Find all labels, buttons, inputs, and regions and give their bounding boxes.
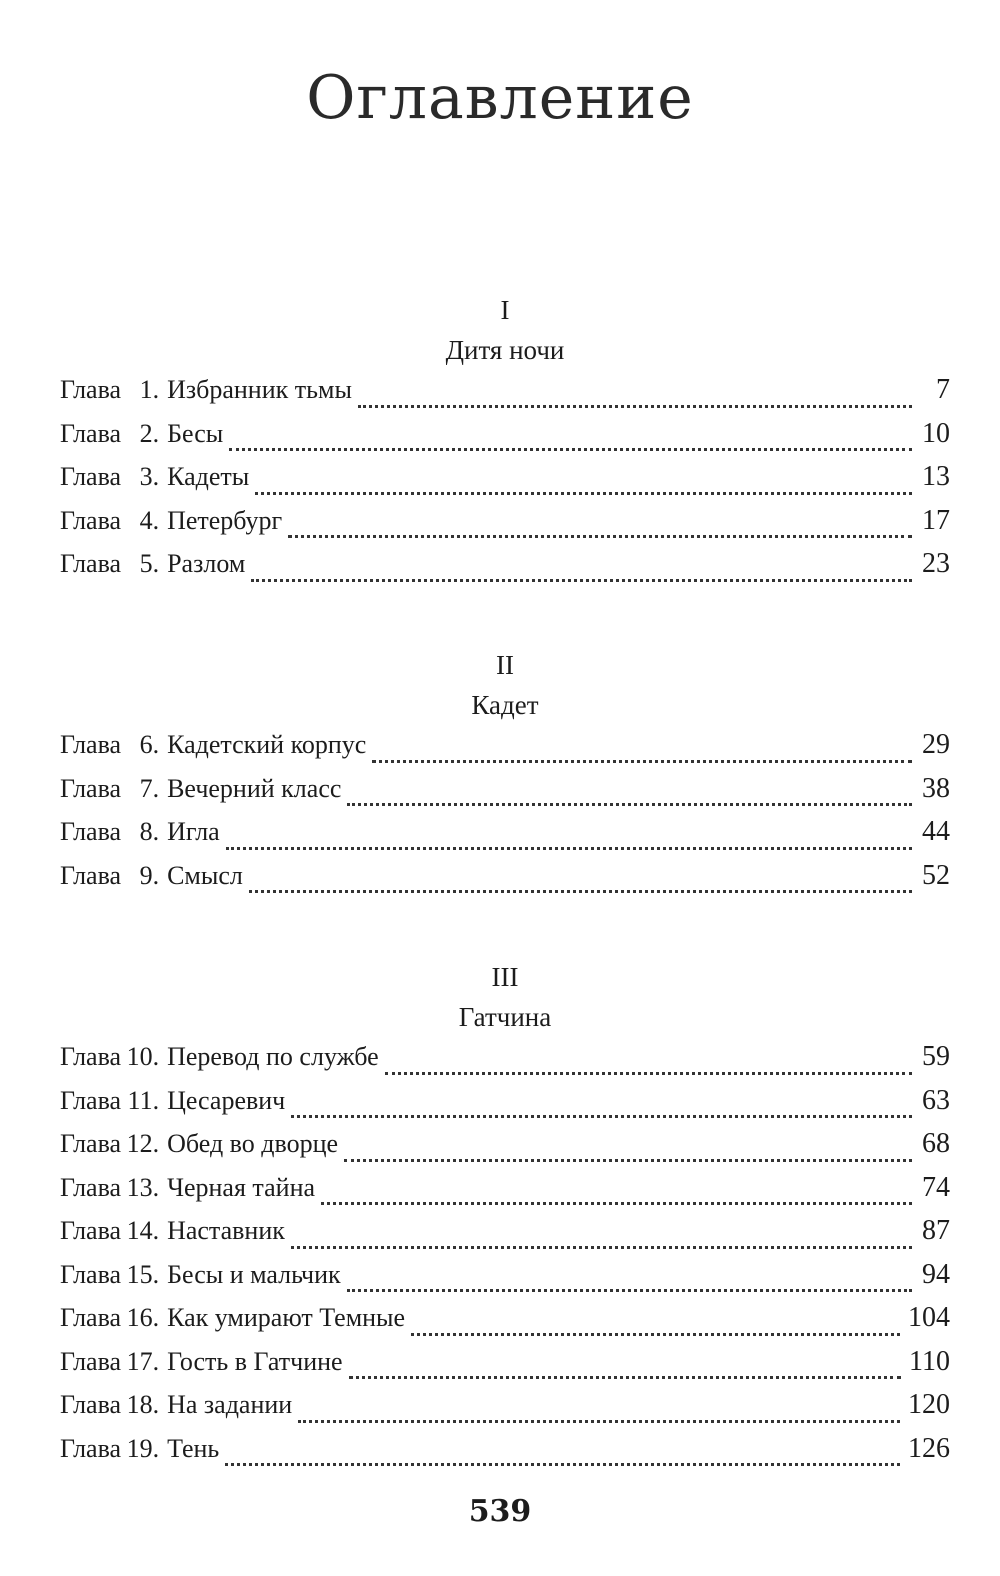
chapter-page: 63: [922, 1084, 950, 1116]
part-2: [60, 645, 950, 903]
part-3: [60, 957, 950, 1476]
chapter-page: 120: [908, 1389, 950, 1420]
chapter-word: Глава: [60, 1085, 122, 1115]
chapter-number: 9.: [139, 860, 160, 890]
part-numeral: II: [496, 650, 514, 680]
chapter-title: Черная тайна: [167, 1172, 316, 1202]
chapter-word: Глава: [60, 1042, 122, 1071]
toc-entry: [60, 1215, 950, 1259]
chapter-title: Цесаревич: [167, 1085, 286, 1115]
part-name: Кадет: [471, 690, 539, 720]
chapter-title: Кадетский корпус: [167, 730, 367, 759]
chapter-page: 44: [922, 816, 950, 847]
chapter-word: Глава: [60, 773, 122, 803]
chapter-word: Глава: [60, 505, 122, 535]
chapter-page: 74: [922, 1171, 950, 1203]
chapter-word: Глава: [60, 375, 122, 404]
chapter-number: 17.: [126, 1346, 160, 1376]
chapter-page: 59: [922, 1041, 950, 1072]
chapter-page: 29: [922, 729, 950, 760]
chapter-title: На задании: [167, 1390, 293, 1419]
chapter-number: 2.: [139, 418, 160, 448]
toc-entry: [60, 1041, 950, 1085]
chapter-title: Гость в Гатчине: [167, 1346, 343, 1376]
dot-leader: [347, 1289, 912, 1292]
chapter-title: Кадеты: [167, 462, 250, 491]
chapter-page: 87: [922, 1215, 950, 1246]
toc-entry: [60, 1172, 950, 1216]
toc-entry: [60, 860, 950, 904]
chapter-number: 6.: [139, 730, 160, 759]
chapter-page: 126: [908, 1432, 950, 1464]
toc-entry: [60, 1085, 950, 1129]
part-numeral: III: [491, 962, 519, 992]
dot-leader: [385, 1072, 912, 1075]
chapter-title: Бесы и мальчик: [167, 1259, 341, 1289]
chapter-title: Как умирают Темные: [167, 1303, 406, 1332]
chapter-number: 7.: [139, 773, 160, 803]
chapter-title: Разлом: [167, 549, 246, 578]
chapter-word: Глава: [60, 1216, 122, 1245]
dot-leader: [291, 1115, 912, 1118]
part-1: [60, 290, 950, 592]
chapter-number: 14.: [126, 1216, 160, 1245]
chapter-page: 94: [922, 1258, 950, 1290]
toc-entry: [60, 1346, 950, 1390]
dot-leader: [298, 1420, 900, 1423]
chapter-page: 110: [909, 1345, 950, 1377]
chapter-title: Игла: [167, 817, 220, 846]
chapter-number: 19.: [126, 1433, 160, 1463]
chapter-title: Обед во дворце: [167, 1129, 339, 1158]
chapter-number: 8.: [139, 817, 160, 846]
chapter-page: 104: [908, 1302, 950, 1333]
dot-leader: [229, 448, 912, 451]
toc-entry: [60, 729, 950, 773]
chapter-word: Глава: [60, 418, 122, 448]
toc-entry: [60, 1259, 950, 1303]
chapter-word: Глава: [60, 462, 122, 491]
dot-leader: [349, 1376, 901, 1379]
toc-entry: [60, 1302, 950, 1346]
chapter-page: 68: [922, 1128, 950, 1159]
dot-leader: [291, 1246, 912, 1249]
dot-leader: [358, 405, 912, 408]
chapter-page: 17: [922, 504, 950, 536]
dot-leader: [255, 492, 912, 495]
chapter-word: Глава: [60, 1259, 122, 1289]
page-number: 539: [468, 1494, 532, 1529]
chapter-page: 38: [922, 772, 950, 804]
chapter-word: Глава: [60, 1346, 122, 1376]
chapter-title: Смысл: [167, 860, 243, 890]
chapter-title: Петербург: [167, 505, 283, 535]
chapter-title: Перевод по службе: [167, 1042, 379, 1071]
toc-entry: [60, 418, 950, 462]
chapter-number: 4.: [139, 505, 160, 535]
chapter-page: 7: [936, 374, 950, 405]
dot-leader: [372, 760, 912, 763]
chapter-page: 10: [922, 417, 950, 449]
toc-entry: [60, 461, 950, 505]
chapter-number: 1.: [139, 375, 160, 404]
chapter-number: 15.: [126, 1259, 160, 1289]
page-title: Оглавление: [306, 63, 694, 133]
dot-leader: [226, 847, 912, 850]
toc-entry: [60, 548, 950, 592]
chapter-title: Вечерний класс: [167, 773, 342, 803]
toc-entry: [60, 1389, 950, 1433]
dot-leader: [288, 535, 912, 538]
toc-entry: [60, 1433, 950, 1477]
chapter-title: Бесы: [167, 418, 224, 448]
chapter-title: Наставник: [167, 1216, 285, 1245]
chapter-word: Глава: [60, 1390, 122, 1419]
chapter-number: 3.: [139, 462, 160, 491]
dot-leader: [411, 1333, 900, 1336]
chapter-title: Избранник тьмы: [167, 375, 352, 404]
dot-leader: [251, 579, 912, 582]
chapter-number: 5.: [139, 549, 160, 578]
toc-entry: [60, 505, 950, 549]
chapter-word: Глава: [60, 860, 122, 890]
toc-entry: [60, 773, 950, 817]
part-numeral: I: [500, 295, 510, 325]
chapter-title: Тень: [167, 1433, 220, 1463]
chapter-word: Глава: [60, 1129, 122, 1158]
chapter-page: 13: [922, 461, 950, 492]
chapter-word: Глава: [60, 1172, 122, 1202]
part-name: Гатчина: [458, 1002, 552, 1032]
chapter-number: 16.: [126, 1303, 160, 1332]
dot-leader: [347, 803, 912, 806]
chapter-word: Глава: [60, 817, 122, 846]
dot-leader: [225, 1463, 900, 1466]
toc-entry: [60, 374, 950, 418]
toc-entry: [60, 1128, 950, 1172]
dot-leader: [321, 1202, 912, 1205]
dot-leader: [344, 1159, 912, 1162]
chapter-word: Глава: [60, 1303, 122, 1332]
toc-entry: [60, 816, 950, 860]
chapter-number: 18.: [126, 1390, 160, 1419]
chapter-word: Глава: [60, 1433, 122, 1463]
dot-leader: [249, 890, 912, 893]
chapter-word: Глава: [60, 730, 122, 759]
chapter-page: 52: [922, 859, 950, 891]
chapter-word: Глава: [60, 549, 122, 578]
chapter-number: 10.: [126, 1042, 160, 1071]
part-name: Дитя ночи: [445, 335, 565, 365]
chapter-number: 13.: [126, 1172, 160, 1202]
chapter-number: 11.: [127, 1085, 160, 1115]
chapter-number: 12.: [126, 1129, 160, 1158]
chapter-page: 23: [922, 548, 950, 579]
